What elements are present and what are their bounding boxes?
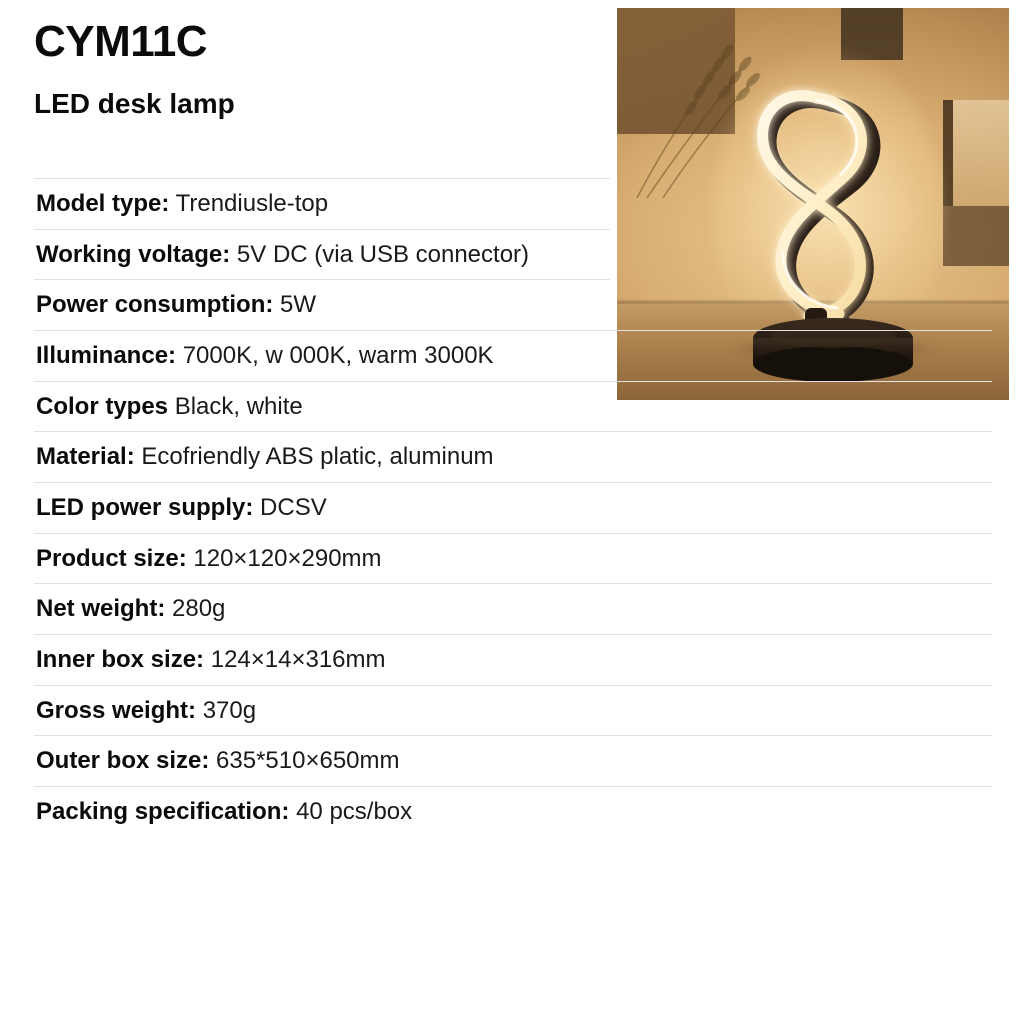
spec-value: 280g	[172, 595, 226, 623]
spec-label: Illuminance:	[36, 342, 177, 370]
spec-label: Product size:	[36, 544, 187, 572]
spec-row	[34, 229, 610, 280]
spec-value: 124×14×316mm	[210, 646, 386, 674]
product-subtitle: LED desk lamp	[34, 88, 235, 120]
spec-row	[34, 482, 992, 533]
spec-row	[34, 330, 992, 381]
spec-row	[34, 634, 992, 685]
spec-label: LED power supply:	[36, 494, 254, 522]
spec-label: Inner box size:	[36, 646, 205, 674]
spec-row	[34, 685, 992, 736]
spec-value: DCSV	[260, 494, 327, 522]
spec-value: 370g	[202, 696, 257, 724]
spec-value: Black, white	[174, 392, 303, 420]
spec-row	[34, 533, 992, 584]
spec-row	[34, 279, 610, 330]
spec-value: 635*510×650mm	[216, 747, 400, 775]
spec-label: Outer box size:	[36, 747, 210, 775]
spec-row	[34, 431, 992, 482]
spec-label: Gross weight:	[36, 696, 197, 724]
spec-label: Net weight:	[36, 595, 166, 623]
spec-label: Color types	[36, 392, 169, 420]
spec-row	[34, 381, 992, 432]
spec-row	[34, 735, 992, 786]
spec-label: Power consumption:	[36, 291, 274, 319]
spec-value: 5W	[280, 291, 317, 319]
spec-value: 40 pcs/box	[296, 798, 413, 826]
title-block	[34, 18, 594, 121]
spec-value: Ecofriendly ABS platic, aluminum	[141, 443, 494, 471]
spec-value: Trendiusle-top	[175, 190, 329, 217]
spec-row	[34, 786, 992, 837]
page-title: CYM11C	[34, 17, 208, 66]
spec-row	[34, 583, 992, 634]
specification-list	[34, 178, 992, 837]
spec-row	[34, 178, 610, 229]
spec-value: 7000K, w 000K, warm 3000K	[182, 342, 494, 370]
spec-value: 120×120×290mm	[193, 544, 382, 572]
spec-label: Material:	[36, 443, 135, 471]
spec-value: 5V DC (via USB connector)	[236, 240, 530, 268]
spec-label: Model type:	[36, 190, 170, 217]
spec-label: Working voltage:	[36, 240, 231, 268]
spec-label: Packing specification:	[36, 798, 290, 826]
